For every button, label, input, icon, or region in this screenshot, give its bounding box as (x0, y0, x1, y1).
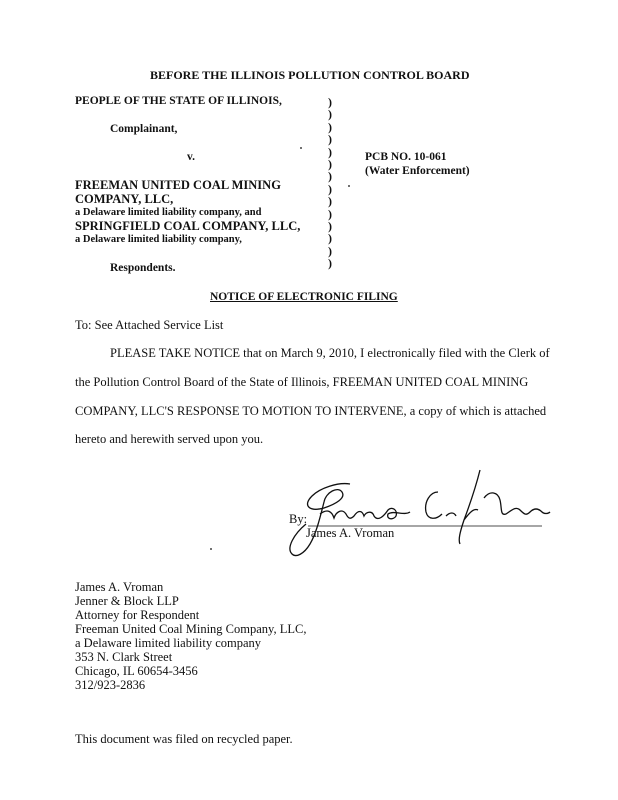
body-line-1: PLEASE TAKE NOTICE that on March 9, 2010, I electronically filed with the Clerk of (110, 346, 550, 360)
versus-label: v. (187, 151, 195, 163)
scan-speck (348, 185, 350, 187)
paren: ) (328, 181, 332, 196)
signer-name: James A. Vroman (306, 526, 395, 540)
to-line: To: See Attached Service List (75, 318, 224, 332)
paren: ) (328, 218, 332, 233)
attorney-line-6: 353 N. Clark Street (75, 650, 173, 664)
plaintiff-role: Complainant, (110, 123, 178, 135)
paren: ) (328, 107, 332, 122)
attorney-line-7: Chicago, IL 60654-3456 (75, 664, 198, 678)
by-label: By: (289, 512, 308, 526)
defendant-line-1: FREEMAN UNITED COAL MINING (75, 178, 281, 192)
body-line-3: COMPANY, LLC'S RESPONSE TO MOTION TO INTERVENE, a copy of which is attached (75, 404, 547, 418)
defendant-line-3: a Delaware limited liability company, and (75, 207, 262, 218)
body-line-4: hereto and herewith served upon you. (75, 432, 264, 446)
scan-speck (210, 548, 212, 550)
paren: ) (328, 144, 332, 159)
attorney-line-3: Attorney for Respondent (75, 608, 200, 622)
defendant-role: Respondents. (110, 262, 176, 274)
paren: ) (328, 243, 332, 258)
paren: ) (328, 194, 332, 209)
body-line-2: the Pollution Control Board of the State of Illinois, FREEMAN UNITED COAL MINING (75, 375, 529, 389)
paren: ) (328, 169, 332, 184)
notice-title: NOTICE OF ELECTRONIC FILING (210, 291, 398, 303)
attorney-line-2: Jenner & Block LLP (75, 594, 179, 608)
case-type: (Water Enforcement) (365, 165, 470, 177)
attorney-line-4: Freeman United Coal Mining Company, LLC, (75, 622, 307, 636)
paren: ) (328, 95, 332, 109)
document-heading: BEFORE THE ILLINOIS POLLUTION CONTROL BOARD (150, 68, 470, 82)
defendant-line-5: a Delaware limited liability company, (75, 234, 242, 245)
paren: ) (328, 256, 332, 271)
case-number: PCB NO. 10-061 (365, 151, 447, 163)
plaintiff-name: PEOPLE OF THE STATE OF ILLINOIS, (75, 95, 282, 107)
defendant-line-2: COMPANY, LLC, (75, 192, 174, 206)
defendant-line-4: SPRINGFIELD COAL COMPANY, LLC, (75, 219, 301, 233)
attorney-line-1: James A. Vroman (75, 580, 164, 594)
caption-parentheses (328, 96, 336, 269)
attorney-line-5: a Delaware limited liability company (75, 636, 262, 650)
paren: ) (328, 132, 332, 147)
handwritten-signature (280, 462, 552, 562)
paren: ) (328, 156, 332, 171)
attorney-line-8: 312/923-2836 (75, 678, 146, 692)
scan-speck (300, 147, 302, 149)
paren: ) (328, 206, 332, 221)
paren: ) (328, 119, 332, 134)
paren: ) (328, 231, 332, 246)
recycled-paper-note: This document was filed on recycled paper. (75, 732, 293, 746)
